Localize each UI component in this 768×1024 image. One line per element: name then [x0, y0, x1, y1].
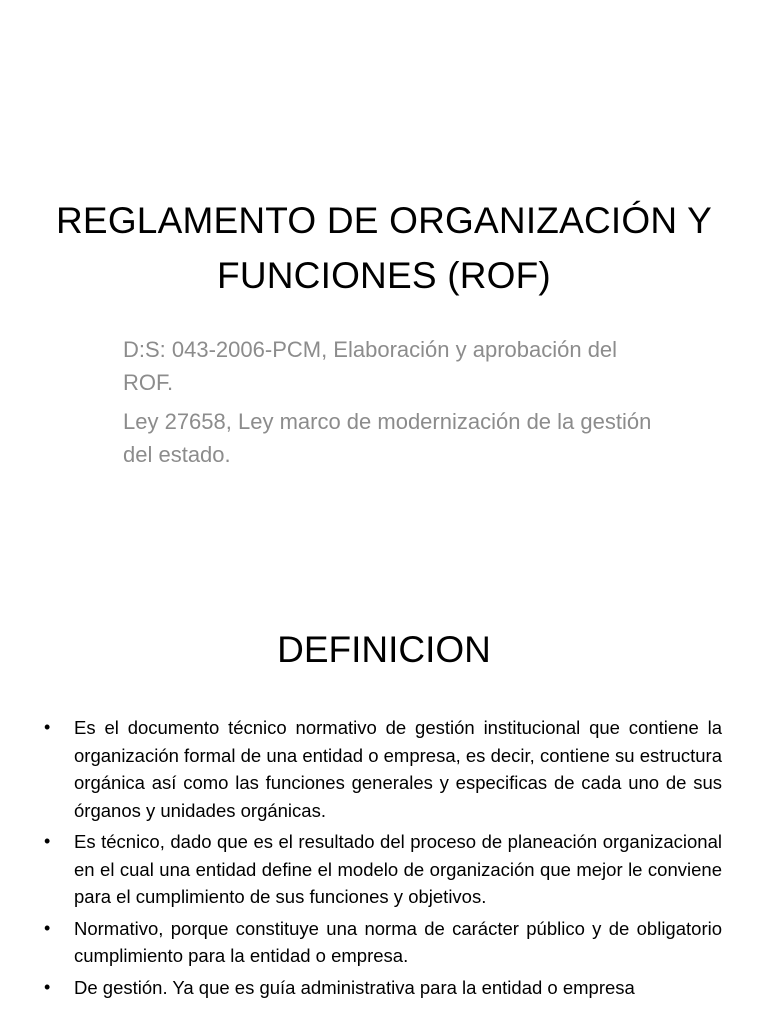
- bullet-item: [44, 714, 722, 824]
- slide-1-subtitle: [123, 333, 658, 477]
- bullet-icon: •: [44, 917, 51, 938]
- bullet-item: [44, 974, 722, 1002]
- slide-2: [0, 576, 768, 1024]
- bullet-text: Es técnico, dado que es el resultado del proceso de planeación organizacional en el cual una entidad define el modelo de organización que mejor le conviene para el cumplimiento de sus funciones y objetivos.: [74, 831, 722, 907]
- bullet-icon: •: [44, 831, 51, 851]
- subtitle-line: D:S: 043-2006-PCM, Elaboración y aprobación del ROF.: [123, 337, 618, 395]
- bullet-text: Es el documento técnico normativo de gestión institucional que contiene la organización formal de una entidad o empresa, es decir, contiene su estructura orgánica así como las funciones generales y especificas de cada uno de sus órganos y unidades orgánicas.: [74, 717, 722, 821]
- bullet-item: [44, 828, 722, 911]
- slide-1-title: REGLAMENTO DE ORGANIZACIÓN Y FUNCIONES (ROF): [56, 200, 712, 296]
- bullet-item: [44, 915, 722, 970]
- bullet-list: [44, 714, 722, 1005]
- bullet-text: Normativo, porque constituye una norma de carácter público y de obligatorio cumplimiento para la entidad o empresa.: [74, 917, 722, 966]
- slide-2-title: DEFINICION: [277, 629, 491, 670]
- subtitle-line: Ley 27658, Ley marco de modernización de la gestión del estado.: [123, 409, 652, 467]
- bullet-text: De gestión. Ya que es guía administrativa para la entidad o empresa: [74, 976, 635, 998]
- bullet-icon: •: [44, 976, 51, 997]
- bullet-icon: •: [44, 717, 51, 737]
